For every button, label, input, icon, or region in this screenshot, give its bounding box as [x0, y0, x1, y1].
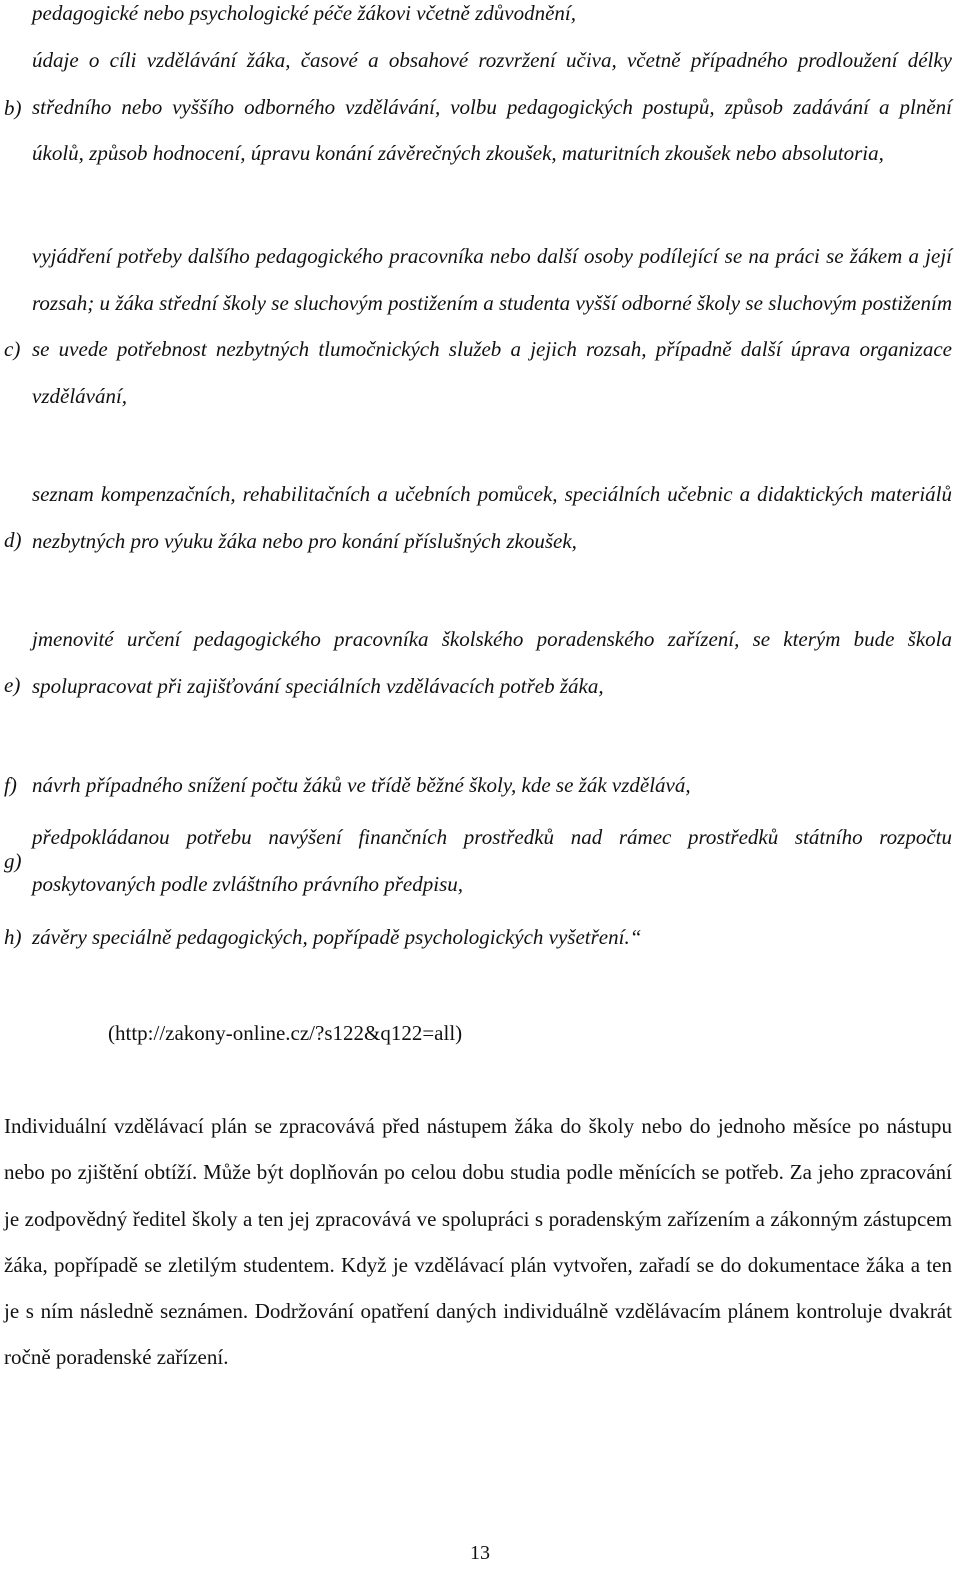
list-item-text: závěry speciálně pedagogických, popřípadě psychologických vyšetření.“: [32, 925, 642, 949]
source-citation: (http://zakony-online.cz/?s122&q122=all): [108, 1021, 463, 1045]
list-item-text: vyjádření potřeby dalšího pedagogického pracovníka nebo další osoby podílející se na práci se žákem a její rozsah; u žáka střední školy se sluchovým postižením a studenta vyšší odborné školy se sluchovým postižením se uvede potřebnost nezbytných tlumočnických služeb a jejich rozsah, případně další úprava organizace vzdělávání,: [32, 244, 952, 408]
list-marker: c): [4, 337, 21, 361]
list-marker: h): [4, 925, 22, 949]
list-item-text: návrh případného snížení počtu žáků ve třídě běžné školy, kde se žák vzdělává,: [32, 773, 691, 797]
body-paragraph: Individuální vzdělávací plán se zpracovává před nástupem žáka do školy nebo do jednoho měsíce po nástupu nebo po zjištění obtíží. Může být doplňován po celou dobu studia podle měnících se potřeb. Za jeho zpracování je zodpovědný ředitel školy a ten jej zpracovává ve spolupráci s poradenským zařízením a zákonným zástupcem žáka, popřípadě se zletilým studentem. Když je vzdělávací plán vytvořen, zařadí se do dokumentace žáka a ten je s ním následně seznámen. Dodržování opatření daných individuálně vzdělávacím plánem kontroluje dvakrát ročně poradenské zařízení.: [4, 1114, 952, 1370]
list-marker: e): [4, 673, 21, 697]
list-marker: g): [4, 849, 22, 873]
list-marker: d): [4, 528, 22, 552]
list-marker: f): [4, 773, 17, 797]
list-marker: b): [4, 96, 22, 120]
list-item-text: jmenovité určení pedagogického pracovníka školského poradenského zařízení, se kterým bude škola spolupracovat při zajišťování speciálních vzdělávacích potřeb žáka,: [32, 627, 952, 698]
list-item-text: předpokládanou potřebu navýšení finančních prostředků nad rámec prostředků státního rozpočtu poskytovaných podle zvláštního právního předpisu,: [32, 825, 952, 896]
list-item-text: údaje o cíli vzdělávání žáka, časové a obsahové rozvržení učiva, včetně případného prodloužení délky středního nebo vyššího odborného vzdělávání, volbu pedagogických postupů, způsob zadávání a plnění úkolů, způsob hodnocení, úpravu konání závěrečných zkoušek, maturitních zkoušek nebo absolutoria,: [32, 48, 952, 165]
list-item-text: pedagogické nebo psychologické péče žákovi včetně zdůvodnění,: [32, 1, 577, 25]
page-number: 13: [470, 1542, 490, 1564]
list-item-text: seznam kompenzačních, rehabilitačních a učebních pomůcek, speciálních učebnic a didaktických materiálů nezbytných pro výuku žáka nebo pro konání příslušných zkoušek,: [32, 482, 952, 553]
